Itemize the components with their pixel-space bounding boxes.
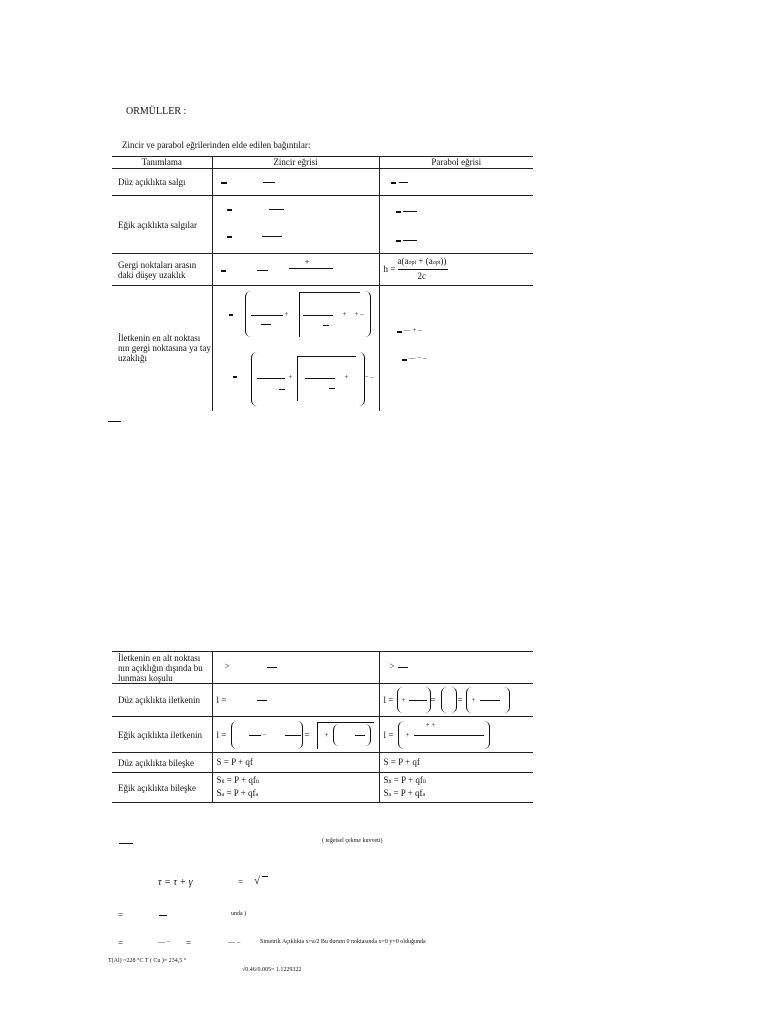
cell-parabola-sag-inclined xyxy=(379,196,533,254)
fraction-bar xyxy=(398,667,408,668)
equals-sign: = xyxy=(238,877,244,887)
tangent-force-note: ( teğetsel çekme kuvveti) xyxy=(322,838,383,844)
formula-denominator: 2c xyxy=(417,271,426,281)
length-equals: l = xyxy=(383,730,394,740)
fraction-bar xyxy=(414,735,484,736)
fraction-bar xyxy=(261,324,271,325)
fraction-bar xyxy=(289,268,333,269)
resultant-formula-lower: Sa = P + qfa xyxy=(383,788,426,798)
cell-catenary-sag-level xyxy=(212,169,379,196)
equals-glyph xyxy=(227,236,232,238)
equals-sign: = xyxy=(118,938,124,948)
resultant-formula-upper: Sü = P + qfü xyxy=(216,775,259,785)
resultant-formula: S = P + qf xyxy=(216,757,253,767)
row-label-vertical-distance: Gergi noktaları arasın daki düşey uzaklık xyxy=(112,254,212,286)
greater-than: > xyxy=(224,661,230,671)
fraction-bar xyxy=(403,211,417,212)
root-bar xyxy=(262,876,268,877)
fraction-bar xyxy=(409,700,427,701)
cell-catenary-length-level xyxy=(212,684,379,717)
square-root-glyph: √ xyxy=(254,875,261,887)
fraction-glyphs: — − xyxy=(158,938,171,946)
temperature-note: T(Al) =228 °C T ( Cu )= 234,5 ° xyxy=(108,958,187,964)
plus-sign: + xyxy=(288,373,293,381)
col-header-definition: Tanımlama xyxy=(112,157,212,169)
page-subtitle: Zincir ve parabol eğrilerinden elde edilen bağıntılar: xyxy=(122,140,311,150)
cell-parabola-resultant-inclined xyxy=(379,773,533,803)
equals-glyph xyxy=(221,182,227,184)
greater-than: > xyxy=(389,661,395,671)
symmetric-note: Simetrik Açıklıkta x=a/2 Bu durum 0 noktasında x=0 y=0 olduğunda xyxy=(260,939,426,945)
fraction-glyphs: — + – xyxy=(403,326,422,334)
cell-parabola-vertical-distance xyxy=(379,254,533,286)
fraction-bar xyxy=(279,389,285,390)
cell-parabola-length-inclined xyxy=(379,717,533,753)
row-label-length-inclined: Eğik açıklıkta iletkenin xyxy=(112,717,212,753)
row-label-resultant-inclined: Eğik açıklıkta bileşke xyxy=(112,773,212,803)
row-label-length-level: Düz açıklıkta iletkenin xyxy=(112,684,212,717)
tau-formula: τ = τ + γ xyxy=(158,877,193,888)
equals-sign: = xyxy=(118,910,124,920)
row-label-sag-level: Düz açıklıkta salgı xyxy=(112,169,212,196)
sqrt-result-note: √0.46/0.005= 1.1229322 xyxy=(242,967,302,973)
equals-glyph xyxy=(391,182,396,184)
formula-table-bottom xyxy=(112,651,533,803)
fraction-bar xyxy=(251,315,283,316)
equals-sign: = xyxy=(430,695,436,705)
fraction-bar xyxy=(398,269,448,270)
fraction-bar xyxy=(257,378,285,379)
cell-parabola-resultant-level xyxy=(379,753,533,773)
equals-glyph xyxy=(396,240,401,242)
fraction-bar xyxy=(263,182,275,183)
cell-catenary-horizontal-distance xyxy=(212,286,379,411)
plus-sign: + xyxy=(284,310,289,318)
fraction-bar xyxy=(323,325,329,326)
col-header-parabola: Parabol eğrisi xyxy=(379,157,533,169)
fraction-bar xyxy=(119,843,133,844)
equals-glyph xyxy=(233,376,237,378)
fraction-bar xyxy=(269,209,284,210)
cell-catenary-length-inclined xyxy=(212,717,379,753)
equals-glyph xyxy=(221,270,226,272)
fraction-bar xyxy=(355,735,365,736)
equals-glyph xyxy=(402,359,407,361)
plus-sign: + xyxy=(405,731,410,739)
fraction-bar xyxy=(262,236,282,237)
cell-catenary-resultant-inclined xyxy=(212,773,379,803)
formula-numerator: a(aopt + (aopt)) xyxy=(397,256,447,266)
formula-table-top xyxy=(112,156,533,411)
equals-sign: = xyxy=(457,695,463,705)
resultant-formula-lower: Sa = P + qfa xyxy=(216,788,259,798)
row-label-lowest-point-condition: İletkenin en alt noktası nın açıklığın dışında bu lunması koşulu xyxy=(112,652,212,684)
fraction-bar xyxy=(285,735,301,736)
cell-catenary-resultant-level xyxy=(212,753,379,773)
length-equals: l = xyxy=(216,695,227,705)
equals-glyph xyxy=(229,314,233,316)
fraction-bar xyxy=(480,700,500,701)
length-equals: l = xyxy=(216,730,227,740)
plus-minus: + – xyxy=(354,310,364,318)
equals-glyph xyxy=(397,331,402,333)
cell-catenary-lowest-point-condition xyxy=(212,652,379,684)
plus-sign: + xyxy=(401,696,406,704)
fraction-bar xyxy=(159,915,167,916)
parenthesis xyxy=(441,687,457,713)
cell-parabola-sag-level xyxy=(379,169,533,196)
plus-sign: + xyxy=(324,731,329,739)
fraction-glyphs: — − – xyxy=(408,354,427,362)
plus-sign: + xyxy=(471,696,476,704)
minus-sign: − – xyxy=(364,373,374,381)
fraction-bar xyxy=(303,315,333,316)
col-header-catenary: Zincir eğrisi xyxy=(212,157,379,169)
length-equals: l = xyxy=(383,695,394,705)
numerator-plus-signs: + + xyxy=(425,721,436,729)
row-label-resultant-level: Düz açıklıkta bileşke xyxy=(112,753,212,773)
plus-sign: + xyxy=(342,310,347,318)
cell-parabola-lowest-point-condition xyxy=(379,652,533,684)
equals-sign: = xyxy=(304,730,310,740)
cell-parabola-length-level xyxy=(379,684,533,717)
plus-sign: + xyxy=(344,373,349,381)
fraction-bar xyxy=(267,667,277,668)
fraction-bar xyxy=(403,240,417,241)
fraction-bar xyxy=(257,270,268,271)
unda-note: unda ) xyxy=(231,911,247,917)
page-title: ORMÜLLER : xyxy=(126,106,187,117)
row-label-sag-inclined: Eğik açıklıkta salgılar xyxy=(112,196,212,254)
fraction-bar xyxy=(305,378,335,379)
fraction-bar xyxy=(249,735,261,736)
fraction-bar xyxy=(108,421,121,422)
cell-catenary-sag-inclined xyxy=(212,196,379,254)
equals-glyph xyxy=(227,209,232,211)
h-equals: h = xyxy=(383,264,396,274)
fraction-glyphs: — – xyxy=(228,938,241,946)
resultant-formula-upper: Sü = P + qfü xyxy=(383,775,426,785)
fraction-bar xyxy=(399,182,408,183)
cell-catenary-vertical-distance xyxy=(212,254,379,286)
equals-sign: = xyxy=(186,938,192,948)
resultant-formula: S = P + qf xyxy=(383,757,420,767)
fraction-bar xyxy=(329,388,335,389)
fraction-bar xyxy=(257,700,267,701)
cell-parabola-horizontal-distance xyxy=(379,286,533,411)
row-label-horizontal-distance: İletkenin en alt noktası nın gergi noktasına ya tay uzaklığı xyxy=(112,286,212,411)
minus-sign: − xyxy=(262,731,267,739)
parenthesis xyxy=(333,724,371,746)
equals-glyph xyxy=(396,211,401,213)
plus-sign: + xyxy=(304,257,310,267)
